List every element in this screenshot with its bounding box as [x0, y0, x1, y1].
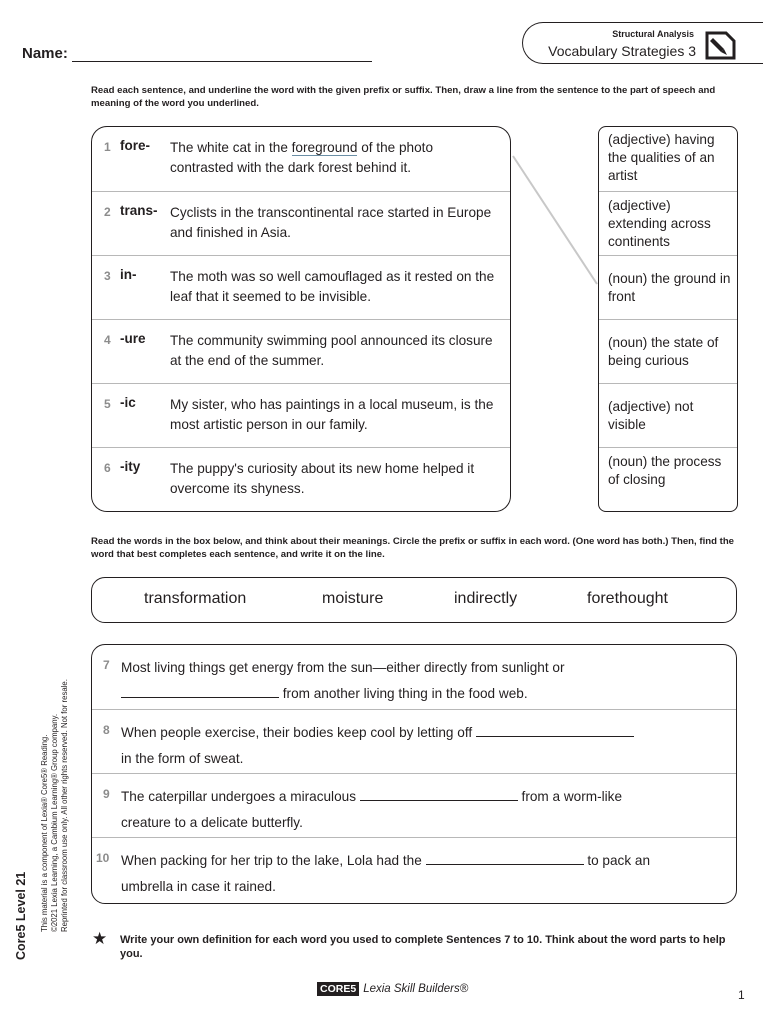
fill-in-row: [92, 645, 736, 709]
star-icon: ★: [92, 929, 108, 948]
item-number: 4: [104, 333, 111, 347]
core5-logo-mark: CORE5: [317, 982, 359, 996]
meaning-item[interactable]: (adjective) not visible: [599, 383, 737, 448]
underlined-word: foreground: [291, 140, 358, 155]
sentence-row[interactable]: [92, 255, 510, 320]
sentence-text: The moth was so well camouflaged as it rested on the leaf that it seemed to be invisible.: [170, 269, 495, 304]
meaning-item[interactable]: (adjective) having the qualities of an artist: [608, 132, 715, 183]
name-input-line[interactable]: [72, 61, 372, 62]
sentence-text: When packing for her trip to the lake, Lola had the to pack an umbrella in case it rained.: [121, 853, 651, 894]
affix-label: fore-: [120, 138, 150, 153]
page-title: Vocabulary Strategies 3: [548, 43, 696, 59]
word-bank-item[interactable]: forethought: [587, 590, 668, 607]
example-match-line: [505, 150, 605, 290]
sentence-row[interactable]: [92, 127, 510, 191]
sentence-text: My sister, who has paintings in a local museum, is the most artistic person in our family.: [170, 397, 494, 432]
word-bank: [91, 577, 737, 623]
sentence-list: [91, 126, 511, 512]
fill-in-row: [92, 709, 736, 774]
sentence-text: The community swimming pool announced its closure at the end of the summer.: [170, 333, 493, 368]
instructions-part1: Read each sentence, and underline the word with the given prefix or suffix. Then, draw a line from the sentence to the part of speech and meaning of the word you underlined.: [91, 85, 716, 109]
affix-label: -ic: [120, 395, 136, 410]
pencil-paper-icon: [704, 30, 738, 60]
affix-label: trans-: [120, 203, 158, 218]
answer-blank[interactable]: [476, 724, 634, 737]
instructions-part2: Read the words in the box below, and think about their meanings. Circle the prefix or suffix in each word. (One word has both.) Then, find the word that best completes each sentence, and write it on the line.: [91, 536, 735, 560]
answer-blank[interactable]: [121, 685, 279, 698]
fill-in-row: [92, 773, 736, 838]
item-number: 1: [104, 140, 111, 154]
sentence-row[interactable]: [92, 447, 510, 512]
logo-text: Lexia Skill Builders®: [363, 983, 469, 995]
affix-label: -ity: [120, 459, 141, 474]
star-task-text: Write your own definition for each word you used to complete Sentences 7 to 10. Think about the word parts to help you.: [120, 934, 726, 960]
meaning-item[interactable]: (noun) the process of closing: [599, 447, 737, 512]
sentence-row[interactable]: [92, 191, 510, 256]
name-label: Name:: [22, 45, 68, 62]
affix-label: in-: [120, 267, 137, 282]
answer-blank[interactable]: [426, 852, 584, 865]
copyright-notice: This material is a component of Lexia® Core5® Reading. ©2021 Lexia Learning, a Cambium Learning® Group company. Reprinted for classroom use only. All other rights reserved. Not for resale.: [40, 679, 69, 932]
header-subtitle: Structural Analysis: [612, 29, 694, 39]
word-bank-item[interactable]: transformation: [144, 590, 247, 607]
answer-blank[interactable]: [360, 788, 518, 801]
sentence-text: Cyclists in the transcontinental race started in Europe and finished in Asia.: [170, 205, 492, 240]
level-label: Core5 Level 21: [14, 871, 28, 960]
fill-in-list: [91, 644, 737, 904]
lexia-logo: [317, 982, 468, 996]
sentence-row[interactable]: [92, 319, 510, 384]
word-bank-item[interactable]: moisture: [322, 590, 384, 607]
item-number: 6: [104, 461, 111, 475]
word-bank-item[interactable]: indirectly: [454, 590, 518, 607]
fill-in-row: [92, 837, 736, 902]
item-number: 10: [96, 851, 110, 865]
sentence-text: Most living things get energy from the sun—either directly from sunlight or from another living thing in the food web.: [121, 660, 565, 701]
item-number: 2: [104, 205, 111, 219]
sentence-text: The caterpillar undergoes a miraculous from a worm-like creature to a delicate butterfly.: [121, 789, 623, 830]
item-number: 9: [103, 787, 110, 801]
page-number: 1: [738, 988, 745, 1002]
sentence-row[interactable]: [92, 383, 510, 448]
item-number: 5: [104, 397, 111, 411]
meaning-item[interactable]: (noun) the ground in front: [599, 255, 737, 320]
sentence-text: When people exercise, their bodies keep cool by letting off in the form of sweat.: [121, 720, 721, 772]
meaning-list: [598, 126, 738, 512]
affix-label: -ure: [120, 331, 146, 346]
item-number: 8: [103, 723, 110, 737]
item-number: 3: [104, 269, 111, 283]
sentence-text: The puppy's curiosity about its new home helped it overcome its shyness.: [170, 461, 475, 496]
meaning-item[interactable]: (noun) the state of being curious: [599, 319, 737, 384]
item-number: 7: [103, 658, 110, 672]
sentence-text: The white cat in the foreground of the photo contrasted with the dark forest behind it.: [170, 140, 434, 175]
meaning-item[interactable]: (adjective) extending across continents: [599, 191, 737, 256]
